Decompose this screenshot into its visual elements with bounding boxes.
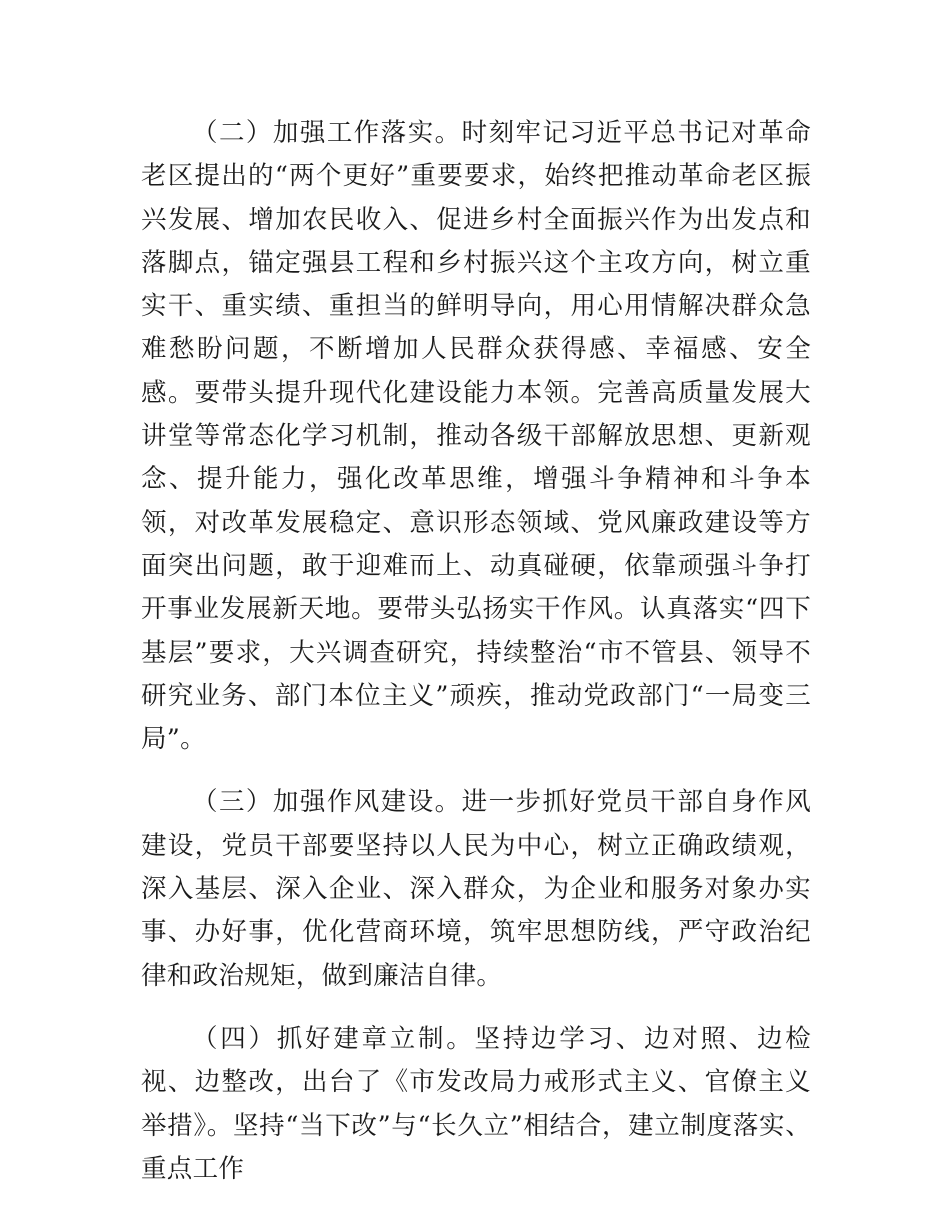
paragraph-section-2: （二）加强工作落实。时刻牢记习近平总书记对革命老区提出的“两个更好”重要要求，始终把推动革命老区振兴发展、增加农民收入、促进乡村全面振兴作为出发点和落脚点，锚定强县工程和乡村振兴这个主攻方向，树立重实干、重实绩、重担当的鲜明导向，用心用情解决群众急难愁盼问题，不断增加人民群众获得感、幸福感、安全感。要带头提升现代化建设能力本领。完善高质量发展大讲堂等常态化学习机制，推动各级干部解放思想、更新观念、提升能力，强化改革思维，增强斗争精神和斗争本领，对改革发展稳定、意识形态领域、党风廉政建设等方面突出问题，敢于迎难而上、动真碰硬，依靠顽强斗争打开事业发展新天地。要带头弘扬实干作风。认真落实“四下基层”要求，大兴调查研究，持续整治“市不管县、领导不研究业务、部门本位主义”顽疾，推动党政部门“一局变三局”。: [141, 118, 811, 755]
document-body: [141, 112, 811, 1191]
paragraph-section-4: （四）抓好建章立制。坚持边学习、边对照、边检视、边整改，出台了《市发改局力戒形式主义、官僚主义举措》。坚持“当下改”与“长久立”相结合，建立制度落实、重点工作: [141, 1023, 811, 1184]
paragraph-section-3: （三）加强作风建设。进一步抓好党员干部自身作风建设，党员干部要坚持以人民为中心，树立正确政绩观，深入基层、深入企业、深入群众，为企业和服务对象办实事、办好事，优化营商环境，筑牢思想防线，严守政治纪律和政治规矩，做到廉洁自律。: [141, 787, 811, 991]
